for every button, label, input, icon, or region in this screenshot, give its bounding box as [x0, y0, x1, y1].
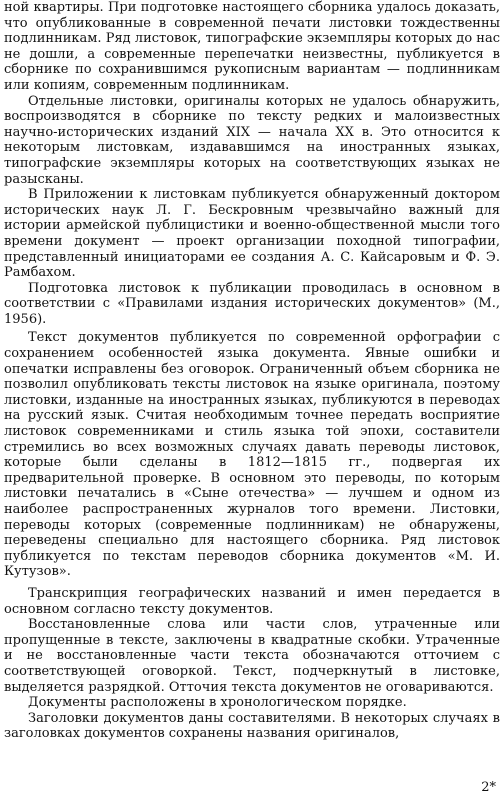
document-page — [4, 0, 500, 742]
paragraph-publication-rules: Подготовка листовок к публикации проводилась в основном в соответствии с «Правилами издания исторических документов» (М., 1956). — [4, 280, 500, 327]
page-number: 2* — [481, 780, 496, 795]
paragraph-restored-words: Восстановленные слова или части слов, утраченные или пропущенные в тексте, заключены в квадратные скобки. Утраченные и не восстановленные части текста обозначаются отточием с соответствующей оговоркой. Текст, подчеркнутый в листовке, выделяется разрядкой. Отточия текста документов не оговариваются. — [4, 617, 500, 695]
paragraph-appendix: В Приложении к листовкам публикуется обнаруженный доктором исторических наук Л. Г. Бескровным чрезвычайно важный для истории армейской публицистики и военно-общественной мысли того времени документ — проект организации походной типографии, представленный инициаторами ее создания А. С. Кайсаровым и Ф. Э. Рамбахом. — [4, 187, 500, 281]
paragraph-continuation: ной квартиры. При подготовке настоящего сборника удалось доказать, что опубликованные в современной печати листовки тождественны подлинникам. Ряд листовок, типографские экземпляры которых до нас не дошли, а современные перепечатки неизвестны, публикуется в сборнике по сохранившимся рукописным вариантам — подлинникам или копиям, современным подлинникам. — [4, 0, 500, 93]
paragraph-chronological-order: Документы расположены в хронологическом порядке. — [28, 695, 407, 711]
paragraph-transcription: Транскрипция географических названий и имен передается в основном согласно тексту документов. — [4, 585, 500, 617]
paragraph-orthography-translations: Текст документов публикуется по современной орфографии с сохранением особенностей языка документа. Явные ошибки и опечатки исправлены без оговорок. Ограниченный объем сборника не позволил опубликовать тексты листовок на языке оригинала, поэтому листовки, изданные на иностранных языках, публикуются в переводах на русский язык. Считая необходимым точнее передать восприятие листовок современниками и стиль языка той эпохи, составители стремились во всех возможных случаях давать переводы листовок, которые были сделаны в 1812—1815 гг., подвергая их предварительной проверке. В основном это переводы, по которым листовки печатались в «Сыне отечества» — лучшем и одном из наиболее распространенных журналов того времени. Листовки, переводы которых (современные подлинникам) не обнаружены, переведены специально для настоящего сборника. Ряд листовок публикуется по текстам переводов сборника документов «М. И. Кутузов». — [4, 330, 500, 580]
paragraph-unfound-originals: Отдельные листовки, оригиналы которых не удалось обнаружить, воспроизводятся в сборнике по тексту редких и малоизвестных научно-исторических изданий XIX — начала XX в. Это относится к некоторым листовкам, издававшимся на иностранных языках, типографские экземпляры которых на соответствующих языках не разысканы. — [4, 93, 500, 187]
paragraph-headings: Заголовки документов даны составителями. В некоторых случаях в заголовках документов сохранены названия оригиналов, — [4, 710, 500, 742]
